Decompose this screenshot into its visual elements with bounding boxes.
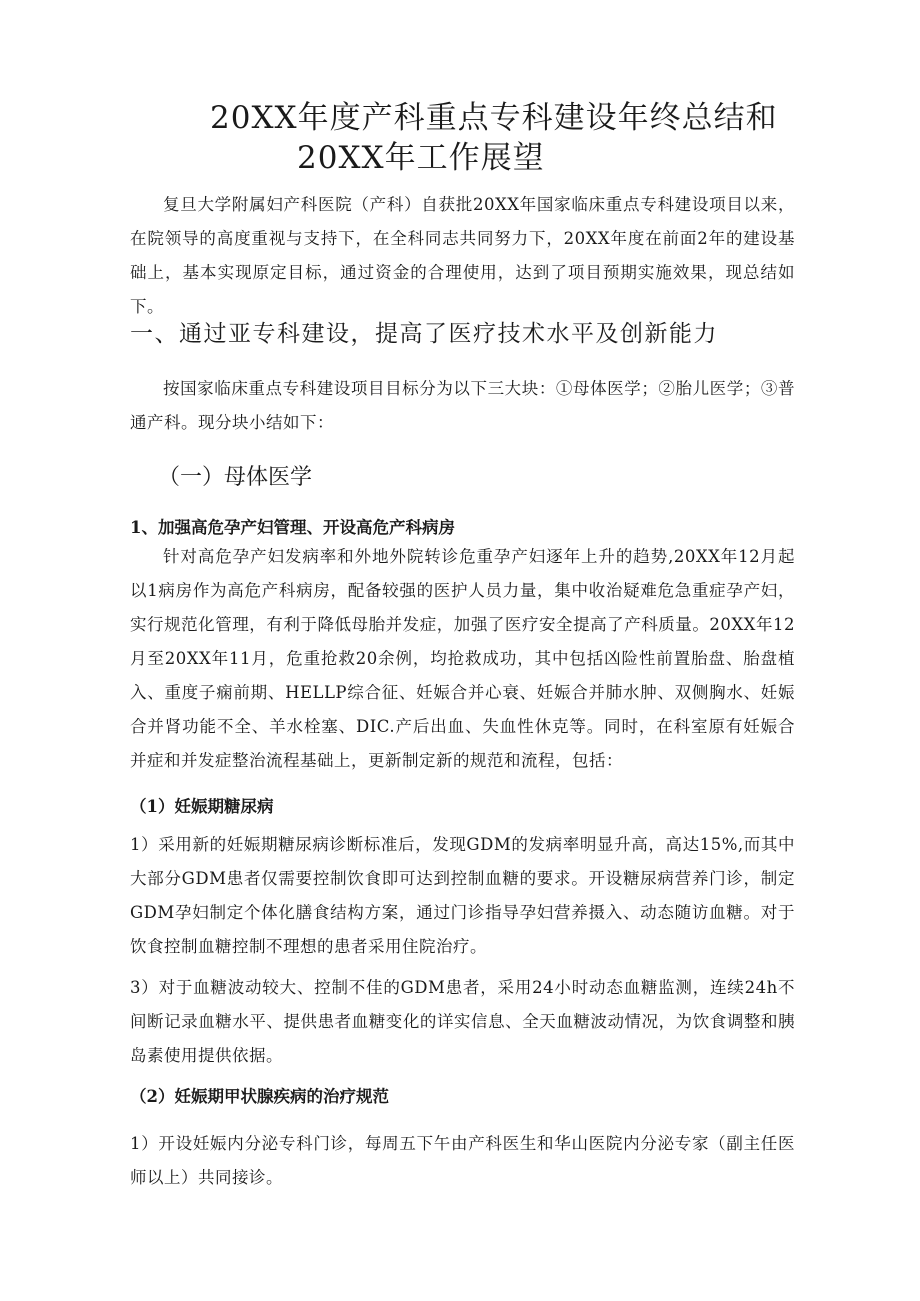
topic-thyroid-disease-heading: （2）妊娠期甲状腺疾病的治疗规范: [130, 1087, 389, 1106]
topic-1-paragraph-1: 1）采用新的妊娠期糖尿病诊断标准后，发现GDM的发病率明显升高，高达15%,而其中大部分GDM患者仅需要控制饮食即可达到控制血糖的要求。开设糖尿病营养门诊，制定GDM孕妇制定个体化膳食结构方案，通过门诊指导孕妇营养摄入、动态随访血糖。对于饮食控制血糖控制不理想的患者采用住院治疗。: [130, 835, 795, 956]
topic-1-paragraph-2: 3）对于血糖波动较大、控制不佳的GDM患者，采用24小时动态血糖监测，连续24h不间断记录血糖水平、提供患者血糖变化的详实信息、全天血糖波动情况，为饮食调整和胰岛素使用提供依据。: [130, 978, 795, 1065]
intro-paragraph: 复旦大学附属妇产科医院（产科）自获批20XX年国家临床重点专科建设项目以来，在院领导的高度重视与支持下，在全科同志共同努力下，20XX年度在前面2年的建设基础上，基本实现原定目标，通过资金的合理使用，达到了项目预期实施效果，现总结如下。: [130, 195, 795, 316]
subsection-maternal-medicine-heading: （一）母体医学: [158, 465, 313, 490]
topic-gestational-diabetes-heading: （1）妊娠期糖尿病: [130, 797, 274, 816]
item-1-paragraph: 针对高危孕产妇发病率和外地外院转诊危重孕产妇逐年上升的趋势,20XX年12月起以1病房作为高危产科病房，配备较强的医护人员力量，集中收治疑难危急重症孕产妇，实行规范化管理，有利于降低母胎并发症，加强了医疗安全提高了产科质量。20XX年12月至20XX年11月，危重抢救20余例，均抢救成功，其中包括凶险性前置胎盘、胎盘植入、重度子痫前期、HELLP综合征、妊娠合并心衰、妊娠合并肺水肿、双侧胸水、妊娠合并肾功能不全、羊水栓塞、DIC.产后出血、失血性休克等。同时，在科室原有妊娠合并症和并发症整治流程基础上，更新制定新的规范和流程，包括：: [130, 547, 795, 770]
section-1-heading: 一、通过亚专科建设，提高了医疗技术水平及创新能力: [130, 321, 718, 347]
topic-2-paragraph-1: 1）开设妊娠内分泌专科门诊，每周五下午由产科医生和华山医院内分泌专家（副主任医师以上）共同接诊。: [130, 1134, 795, 1187]
document-title-line-1: 20XX年度产科重点专科建设年终总结和: [210, 100, 778, 136]
section-1-intro-paragraph: 按国家临床重点专科建设项目目标分为以下三大块：①母体医学；②胎儿医学；③普通产科。现分块小结如下：: [130, 379, 795, 432]
document-title-line-2: 20XX年工作展望: [297, 140, 545, 176]
item-1-heading: 1、加强高危孕产妇管理、开设高危产科病房: [130, 518, 455, 537]
